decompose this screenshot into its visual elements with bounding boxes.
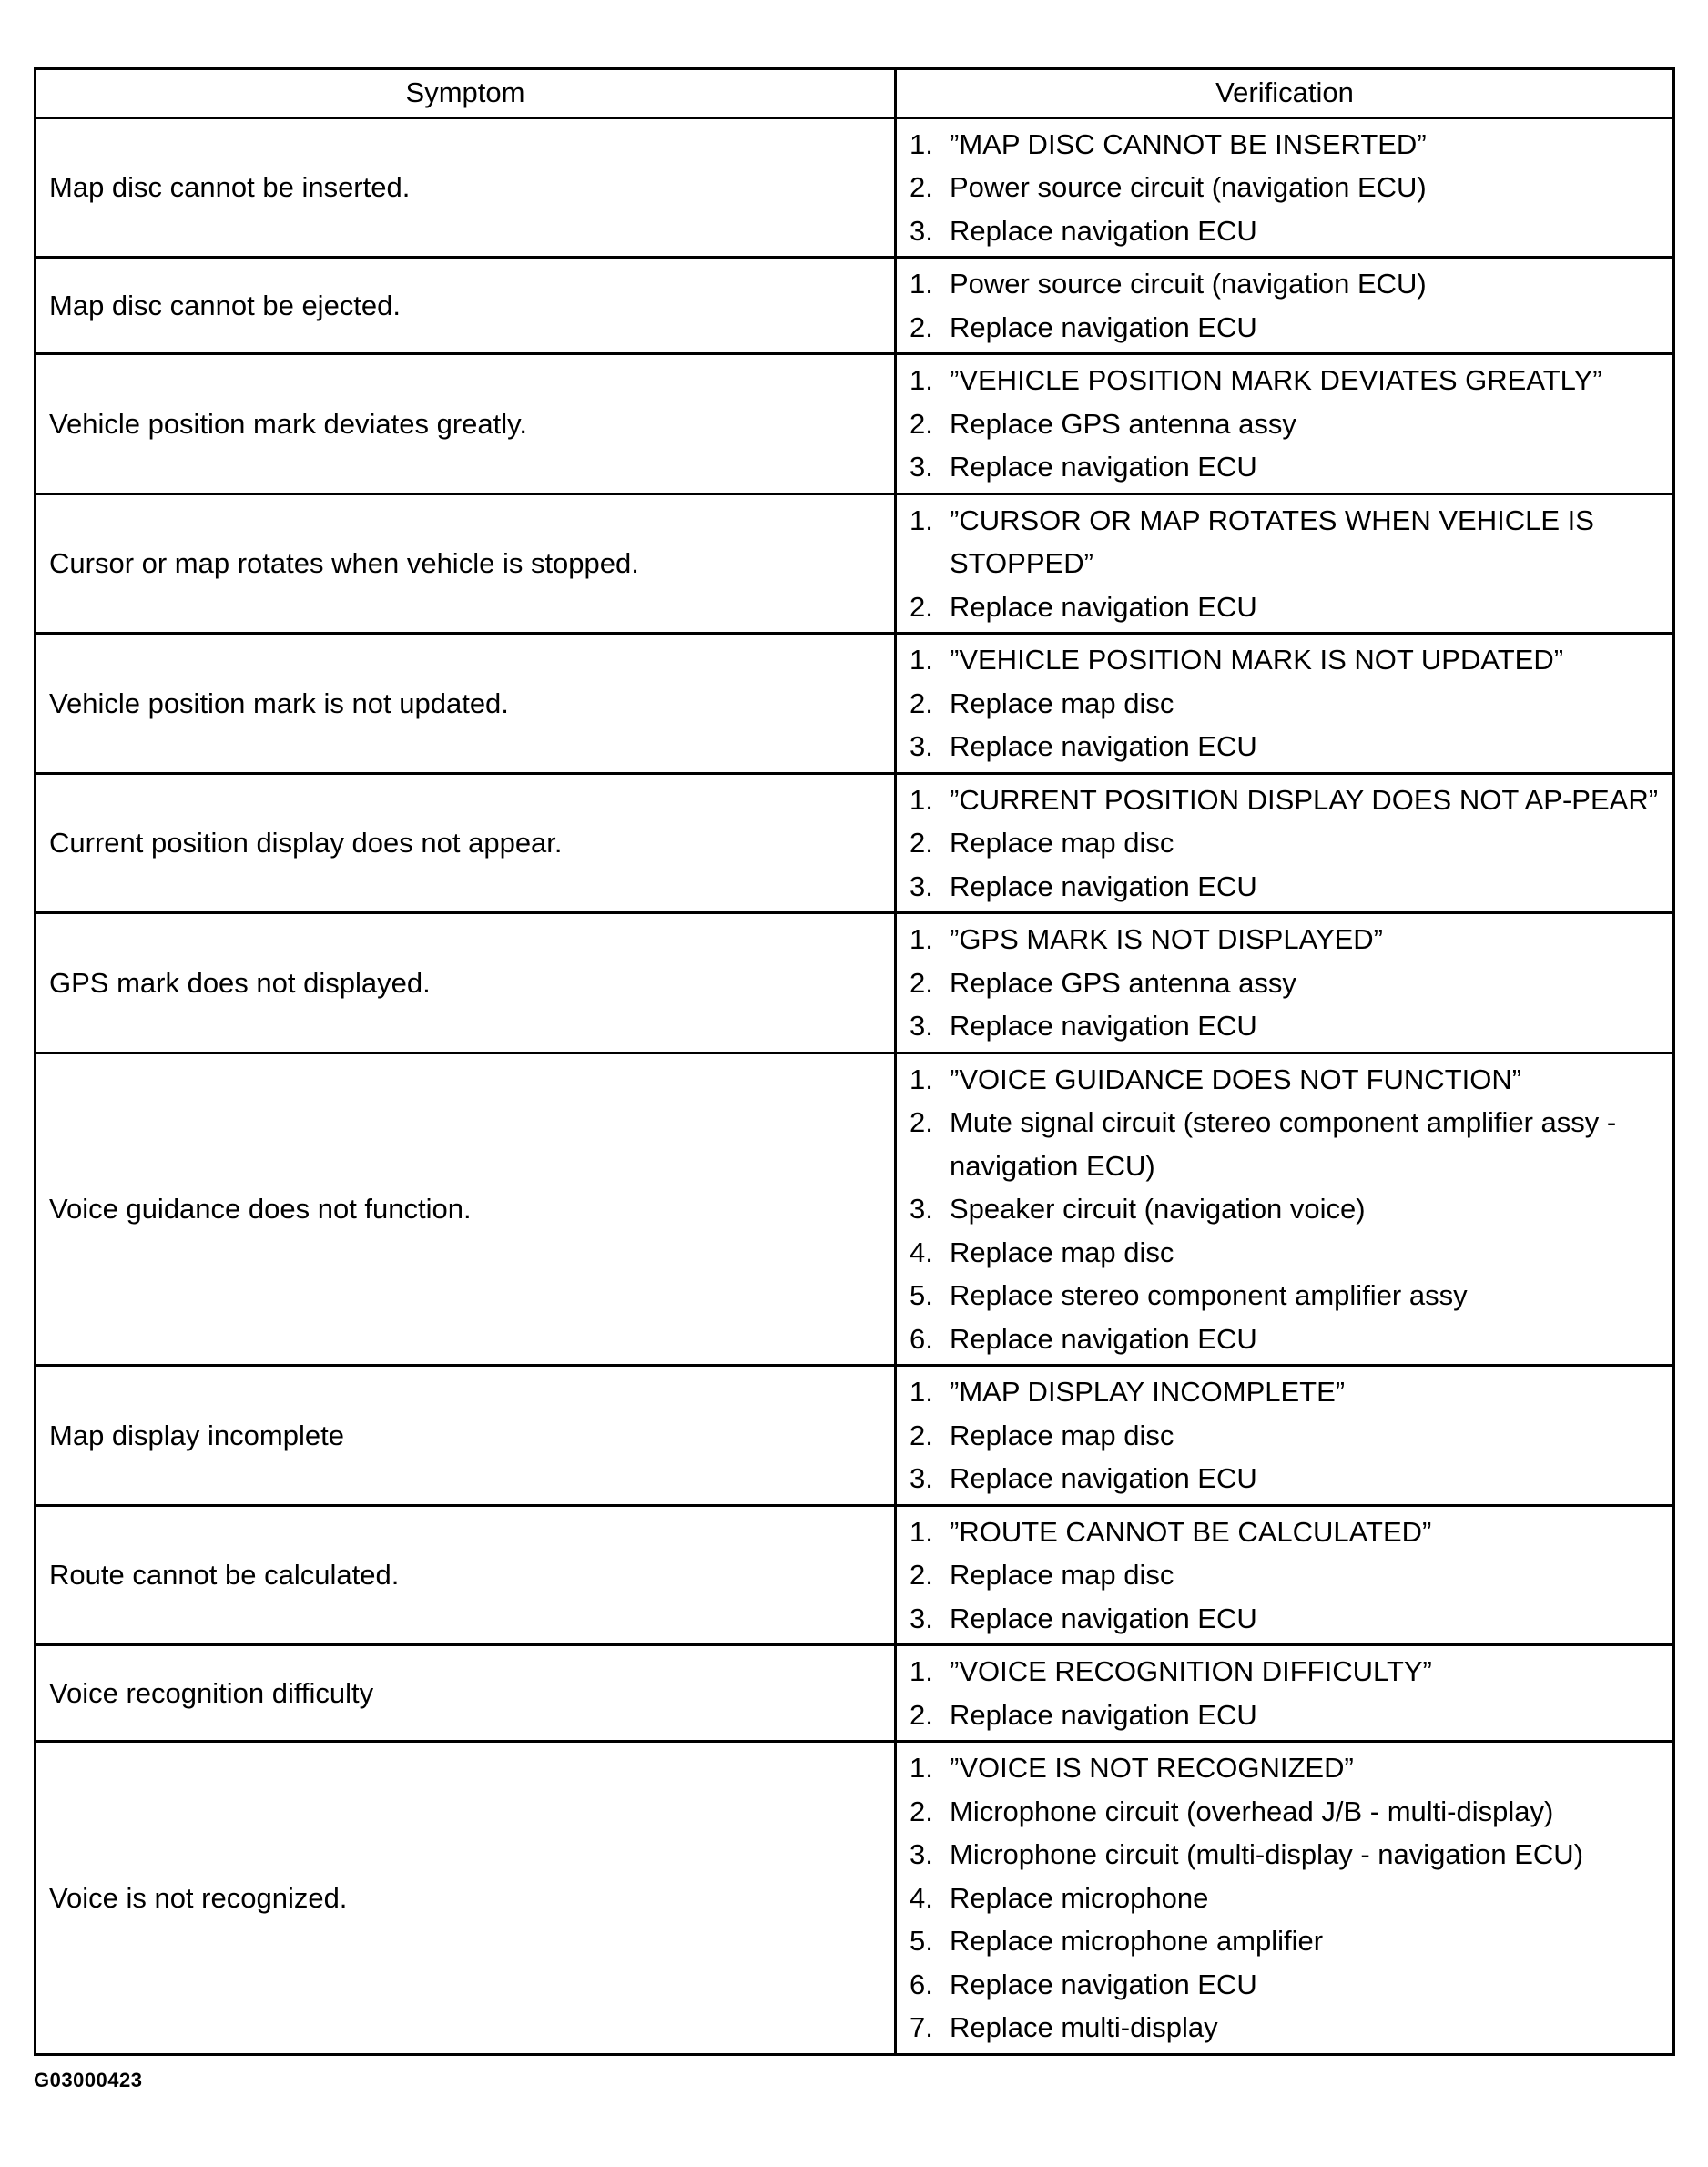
verification-step [910,1274,1660,1317]
verification-step [910,1187,1660,1231]
verification-steps [910,778,1660,909]
header-verification: Verification [896,69,1674,118]
verification-steps [910,359,1660,489]
verification-cell [896,1742,1674,2055]
step-text: Replace map disc [950,827,1174,859]
step-number: 3. [910,1193,933,1225]
verification-step [910,166,1660,209]
verification-step [910,1790,1660,1834]
step-text: ”CURRENT POSITION DISPLAY DOES NOT AP-PEAR” [950,783,1659,816]
step-text: ”VEHICLE POSITION MARK IS NOT UPDATED” [950,644,1564,676]
step-text: ”ROUTE CANNOT BE CALCULATED” [950,1515,1432,1548]
step-text: Replace microphone amplifier [950,1925,1324,1957]
symptom-cell: Map display incomplete [36,1366,896,1506]
verification-step [910,1101,1660,1187]
step-number: 2. [910,590,933,623]
step-number: 5. [910,1279,933,1311]
verification-step [910,725,1660,768]
step-text: ”VOICE RECOGNITION DIFFICULTY” [950,1655,1432,1687]
table-row [36,1366,1674,1506]
step-text: ”GPS MARK IS NOT DISPLAYED” [950,923,1384,955]
verification-cell [896,1366,1674,1506]
step-number: 2. [910,1698,933,1731]
step-text: Replace map disc [950,1559,1174,1591]
symptom-cell: Route cannot be calculated. [36,1505,896,1645]
step-number: 3. [910,451,933,483]
verification-step [910,682,1660,726]
step-text: Replace navigation ECU [950,1322,1257,1355]
step-number: 2. [910,687,933,719]
verification-step [910,865,1660,909]
step-number: 1. [910,364,933,396]
verification-step [910,123,1660,167]
table-row [36,1505,1674,1645]
step-text: Power source circuit (navigation ECU) [950,268,1427,300]
step-number: 1. [910,1063,933,1095]
symptom-cell: Voice recognition difficulty [36,1645,896,1742]
verification-steps [910,499,1660,629]
verification-steps [910,918,1660,1048]
step-number: 5. [910,1925,933,1957]
step-text: Replace navigation ECU [950,451,1257,483]
step-number: 2. [910,1419,933,1451]
step-number: 3. [910,1462,933,1494]
verification-step [910,918,1660,961]
verification-step [910,1058,1660,1102]
symptom-cell: GPS mark does not displayed. [36,913,896,1053]
step-number: 4. [910,1881,933,1914]
step-number: 3. [910,730,933,762]
step-text: Replace map disc [950,1419,1174,1451]
verification-step [910,1877,1660,1920]
verification-step [910,1004,1660,1048]
step-text: ”CURSOR OR MAP ROTATES WHEN VEHICLE IS STOPPED” [950,504,1594,579]
step-number: 2. [910,827,933,859]
step-text: Replace navigation ECU [950,214,1257,247]
verification-step [910,1597,1660,1641]
verification-cell [896,1053,1674,1366]
verification-steps [910,1511,1660,1641]
step-text: Replace map disc [950,1236,1174,1268]
step-number: 3. [910,1838,933,1870]
step-text: Replace GPS antenna assy [950,407,1296,440]
verification-step [910,402,1660,446]
verification-step [910,1457,1660,1501]
verification-step [910,821,1660,865]
symptom-cell: Voice guidance does not function. [36,1053,896,1366]
verification-steps [910,123,1660,253]
step-number: 1. [910,644,933,676]
step-number: 2. [910,1795,933,1827]
symptom-cell: Vehicle position mark is not updated. [36,634,896,774]
verification-cell [896,258,1674,354]
verification-step [910,306,1660,350]
step-number: 3. [910,214,933,247]
step-number: 2. [910,966,933,999]
table-row [36,354,1674,494]
verification-cell [896,634,1674,774]
verification-cell [896,493,1674,634]
step-number: 6. [910,1968,933,2000]
step-text: Speaker circuit (navigation voice) [950,1193,1366,1225]
step-text: Replace navigation ECU [950,1698,1257,1731]
verification-step [910,1746,1660,1790]
table-row [36,1645,1674,1742]
step-text: Replace navigation ECU [950,1968,1257,2000]
verification-step [910,1963,1660,2007]
verification-steps [910,1370,1660,1501]
verification-steps [910,1650,1660,1736]
table-row [36,117,1674,258]
table-body [36,117,1674,2054]
verification-cell [896,354,1674,494]
verification-steps [910,262,1660,349]
verification-step [910,445,1660,489]
verification-step [910,499,1660,585]
verification-steps [910,638,1660,768]
step-text: Replace navigation ECU [950,1602,1257,1634]
step-number: 1. [910,1655,933,1687]
step-text: Replace multi-display [950,2011,1218,2043]
verification-step [910,1650,1660,1694]
step-text: ”MAP DISC CANNOT BE INSERTED” [950,127,1427,160]
verification-step [910,638,1660,682]
verification-step [910,1414,1660,1458]
verification-steps [910,1746,1660,2050]
document-page [34,67,1672,2056]
step-number: 3. [910,870,933,902]
symptom-cell: Voice is not recognized. [36,1742,896,2055]
verification-step [910,961,1660,1005]
troubleshooting-table [34,67,1675,2056]
verification-step [910,1694,1660,1737]
verification-cell [896,117,1674,258]
step-text: Replace map disc [950,687,1174,719]
figure-code: G03000423 [34,2069,143,2091]
step-number: 1. [910,1752,933,1784]
table-row [36,773,1674,913]
table-row [36,258,1674,354]
verification-step [910,1511,1660,1554]
step-text: Replace navigation ECU [950,590,1257,623]
table-row [36,634,1674,774]
step-number: 7. [910,2011,933,2043]
verification-cell [896,1645,1674,1742]
step-text: Power source circuit (navigation ECU) [950,171,1427,203]
verification-step [910,1370,1660,1414]
verification-step [910,262,1660,306]
verification-step [910,2006,1660,2050]
step-text: ”VOICE GUIDANCE DOES NOT FUNCTION” [950,1063,1522,1095]
verification-step [910,1553,1660,1597]
step-number: 6. [910,1322,933,1355]
verification-step [910,585,1660,629]
table-row [36,493,1674,634]
table-row [36,1742,1674,2055]
step-number: 3. [910,1602,933,1634]
step-text: Replace microphone [950,1881,1209,1914]
verification-step [910,1317,1660,1361]
verification-cell [896,913,1674,1053]
step-text: Microphone circuit (multi-display - navigation ECU) [950,1838,1584,1870]
header-symptom: Symptom [36,69,896,118]
step-number: 1. [910,1376,933,1408]
step-number: 1. [910,923,933,955]
verification-cell [896,773,1674,913]
step-number: 2. [910,407,933,440]
step-text: ”VOICE IS NOT RECOGNIZED” [950,1752,1354,1784]
step-text: Replace navigation ECU [950,1010,1257,1042]
step-number: 1. [910,783,933,816]
verification-step [910,1231,1660,1275]
step-text: Replace navigation ECU [950,310,1257,343]
step-text: Microphone circuit (overhead J/B - multi-display) [950,1795,1554,1827]
step-number: 1. [910,504,933,536]
symptom-cell: Vehicle position mark deviates greatly. [36,354,896,494]
table-row [36,1053,1674,1366]
verification-step [910,778,1660,822]
step-text: ”MAP DISPLAY INCOMPLETE” [950,1376,1346,1408]
step-text: Replace navigation ECU [950,730,1257,762]
step-number: 1. [910,268,933,300]
verification-steps [910,1058,1660,1361]
step-number: 3. [910,1010,933,1042]
step-text: Replace navigation ECU [950,870,1257,902]
verification-step [910,209,1660,253]
step-number: 2. [910,1559,933,1591]
step-number: 1. [910,127,933,160]
step-number: 2. [910,310,933,343]
symptom-cell: Current position display does not appear. [36,773,896,913]
step-text: ”VEHICLE POSITION MARK DEVIATES GREATLY” [950,364,1602,396]
verification-step [910,1833,1660,1877]
step-text: Mute signal circuit (stereo component amplifier assy - navigation ECU) [950,1106,1617,1182]
verification-step [910,1919,1660,1963]
symptom-cell: Map disc cannot be ejected. [36,258,896,354]
step-text: Replace GPS antenna assy [950,966,1296,999]
step-number: 2. [910,171,933,203]
verification-step [910,359,1660,402]
step-number: 4. [910,1236,933,1268]
verification-cell [896,1505,1674,1645]
table-row [36,913,1674,1053]
symptom-cell: Cursor or map rotates when vehicle is stopped. [36,493,896,634]
table-header-row [36,69,1674,118]
step-text: Replace stereo component amplifier assy [950,1279,1468,1311]
step-number: 2. [910,1106,933,1138]
symptom-cell: Map disc cannot be inserted. [36,117,896,258]
step-number: 1. [910,1515,933,1548]
step-text: Replace navigation ECU [950,1462,1257,1494]
